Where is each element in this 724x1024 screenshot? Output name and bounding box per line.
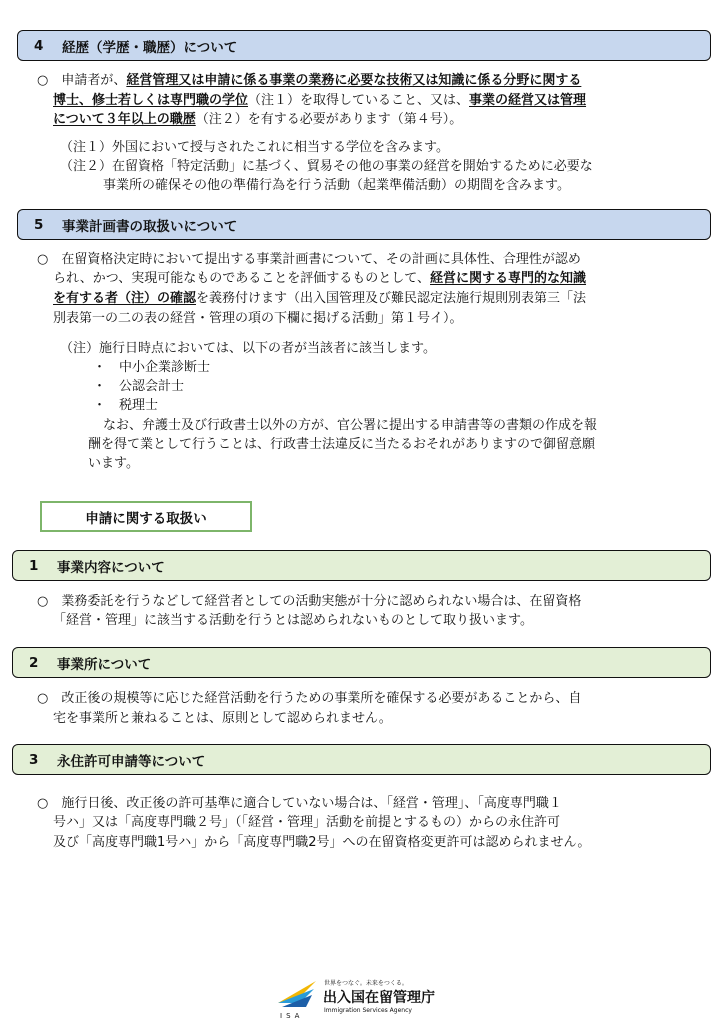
note-line: 酬を得て業として行うことは、行政書士法違反に当たるおそれがありますので御留意願 [88, 437, 596, 452]
apply-item-2-header [12, 647, 711, 678]
section-title: 事業所について [57, 656, 152, 673]
section-title: 事業計画書の取扱いについて [62, 218, 238, 235]
paragraph-line [53, 92, 586, 110]
emphasis-text: 事業の経営又は管理 [469, 93, 587, 108]
list-item: ・ 中小企業診断士 [93, 360, 211, 375]
section-5-header [17, 209, 711, 240]
note-line: なお、弁護士及び行政書士以外の方が、官公署に提出する申請書等の書類の作成を報 [103, 418, 598, 433]
paragraph-line: 及び「高度専門職1号ハ」から「高度専門職2号」への在留資格変更許可は認められません。 [53, 835, 591, 850]
emphasis-text: 経営管理又は申請に係る事業の業務に必要な技術又は知識に係る分野に関する [126, 73, 582, 88]
text-span: （注２）を有する必要があります（第４号）。 [195, 112, 463, 127]
paragraph-line: ○ 業務委託を行うなどして経営者としての活動実態が十分に認められない場合は、在留資格 [37, 594, 582, 609]
logo-agency-name: 出入国在留管理庁 [323, 990, 435, 1006]
section-number: 2 [29, 654, 39, 671]
note-1: （注１）外国において授与されたこれに相当する学位を含みます。 [60, 140, 449, 155]
section-4-header [17, 30, 711, 61]
note-heading: （注）施行日時点においては、以下の者が当該者に該当します。 [60, 341, 436, 356]
logo-agency-english: Immigration Services Agency [324, 1007, 412, 1014]
paragraph-line: ○ 在留資格決定時において提出する事業計画書について、その計画に具体性、合理性が認め [37, 252, 581, 267]
section-number: 5 [34, 216, 44, 233]
text-span: られ、かつ、実現可能なものであることを評価するものとして、 [53, 271, 431, 286]
paragraph-line: ○ 施行日後、改正後の許可基準に適合していない場合は、「経営・管理」、「高度専門職１ [37, 796, 562, 811]
emphasis-text: 博士、修士若しくは専門職の学位 [53, 93, 249, 108]
emphasis-text: について３年以上の職歴 [53, 112, 196, 127]
paragraph-line [37, 72, 581, 90]
emphasis-text: 経営に関する専門的な知識 [430, 271, 587, 286]
paragraph-line: 別表第一の二の表の経営・管理の項の下欄に掲げる活動」第１号イ）。 [53, 311, 463, 326]
apply-item-1-header [12, 550, 711, 581]
emphasis-text: を有する者（注）の確認 [53, 291, 197, 306]
section-title: 永住許可申請等について [57, 753, 206, 770]
logo-tagline: 世界をつなぐ。未来をつくる。 [324, 980, 408, 987]
text-span: ○ 申請者が、 [37, 73, 127, 88]
list-item: ・ 公認会計士 [93, 379, 185, 394]
paragraph-line [53, 111, 462, 129]
text-span: （注１）を取得していること、又は、 [248, 93, 470, 108]
list-item: ・ 税理士 [93, 398, 159, 413]
paragraph-line: 「経営・管理」に該当する活動を行うとは認められないものとして取り扱います。 [53, 613, 533, 628]
isa-logo-icon [276, 977, 320, 1013]
note-2-line-1: （注２）在留資格「特定活動」に基づく、貿易その他の事業の経営を開始するために必要な [60, 159, 593, 174]
note-line: います。 [88, 456, 139, 471]
logo-abbr: ISA [280, 1012, 304, 1020]
section-title: 事業内容について [57, 559, 165, 576]
paragraph-line [53, 290, 586, 308]
text-span: を義務付けます（出入国管理及び難民認定法施行規則別表第三「法 [196, 291, 587, 306]
section-number: 4 [34, 37, 44, 54]
footer-logo [276, 977, 476, 1021]
paragraph-line: 号ハ」又は「高度専門職２号」（「経営・管理」活動を前提とするもの）からの永住許可 [53, 815, 561, 830]
section-number: 1 [29, 557, 39, 574]
section-number: 3 [29, 751, 39, 768]
paragraph-line [53, 270, 586, 288]
section-heading-box: 申請に関する取扱い [40, 501, 252, 532]
note-2-line-2: 事業所の確保その他の準備行為を行う活動（起業準備活動）の期間を含みます。 [103, 178, 570, 193]
section-title: 経歴（学歴・職歴）について [62, 39, 238, 56]
paragraph-line: 宅を事業所と兼ねることは、原則として認められません。 [53, 711, 392, 726]
apply-item-3-header [12, 744, 711, 775]
paragraph-line: ○ 改正後の規模等に応じた経営活動を行うための事業所を確保する必要があることから、自 [37, 691, 582, 706]
